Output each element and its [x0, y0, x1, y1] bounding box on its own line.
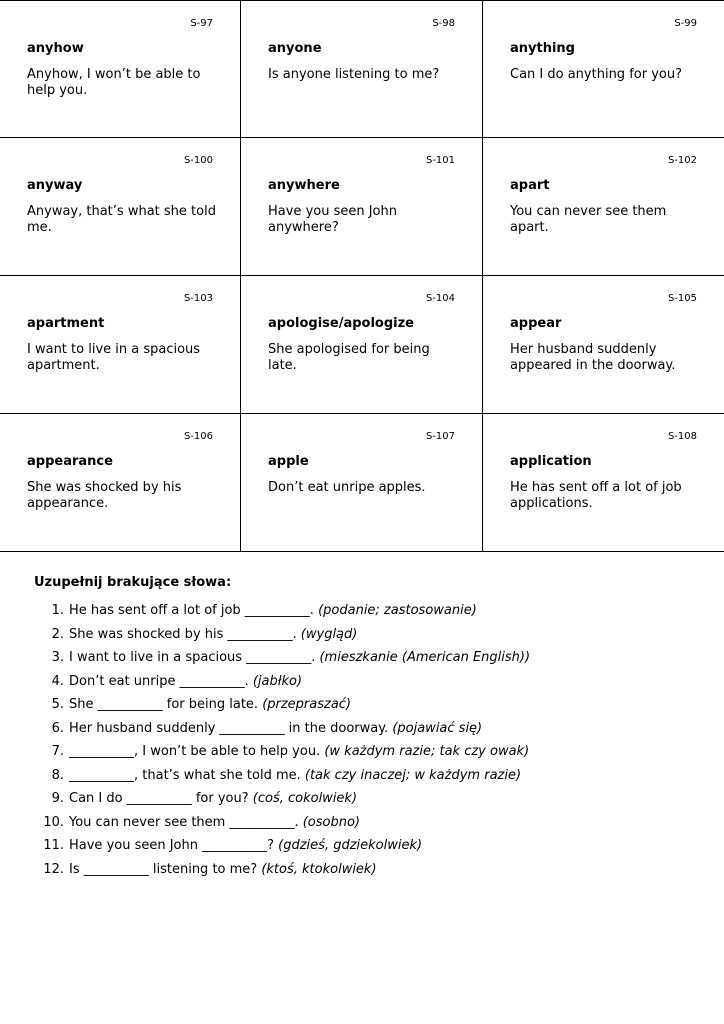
card-word: appearance [27, 454, 113, 469]
card-example: Anyway, that’s what she told me. [27, 204, 216, 235]
item-hint: (ktoś, ktokolwiek) [261, 861, 377, 877]
card-code: S-108 [667, 431, 697, 442]
vocab-card [483, 138, 724, 276]
item-sentence: Have you seen John __________? [69, 838, 279, 853]
card-code: S-107 [425, 431, 455, 442]
exercise-item [34, 815, 704, 839]
item-sentence: Don’t eat unripe __________. [69, 673, 253, 689]
card-example: I want to live in a spacious apartment. [27, 342, 201, 373]
vocab-card [0, 276, 241, 414]
item-sentence: Her husband suddenly __________ in the doorway. [69, 720, 393, 736]
exercise-item [34, 627, 704, 651]
item-sentence: __________, I won’t be able to help you. [69, 744, 325, 759]
item-number: 3. [51, 650, 64, 665]
card-code: S-98 [432, 18, 455, 29]
vocab-card [483, 276, 724, 414]
item-number: 6. [51, 720, 64, 736]
item-number: 8. [51, 767, 64, 783]
card-example: Is anyone listening to me? [268, 67, 440, 82]
card-code: S-101 [425, 155, 455, 166]
vocab-card [0, 138, 241, 276]
exercise-item [34, 674, 704, 698]
card-example: He has sent off a lot of job applications. [510, 480, 682, 511]
exercise-title: Uzupełnij brakujące słowa: [34, 575, 232, 590]
card-example: Don’t eat unripe apples. [268, 480, 426, 495]
item-number: 4. [51, 673, 64, 689]
item-number: 9. [51, 791, 64, 806]
vocab-card [0, 0, 241, 138]
card-example: Have you seen John anywhere? [268, 204, 397, 235]
item-hint: (jabłko) [252, 673, 303, 689]
fill-in-exercise [34, 575, 704, 885]
exercise-item [34, 838, 704, 862]
vocab-card [483, 414, 724, 552]
vocab-card [241, 0, 483, 138]
item-number: 12. [43, 861, 64, 877]
card-word: appear [510, 316, 562, 331]
item-number: 11. [43, 838, 64, 853]
item-sentence: She was shocked by his __________. [69, 626, 301, 642]
card-word: apart [510, 178, 550, 193]
card-code: S-102 [667, 155, 697, 166]
card-code: S-105 [667, 293, 697, 304]
card-example: Her husband suddenly appeared in the doorway. [510, 342, 676, 373]
item-sentence: You can never see them __________. [69, 814, 303, 830]
card-word: anything [510, 41, 575, 56]
vocab-card [483, 0, 724, 138]
card-word: anywhere [268, 178, 340, 193]
exercise-item [34, 862, 704, 886]
card-word: anyhow [27, 41, 84, 56]
card-word: anyone [268, 41, 322, 56]
card-code: S-99 [674, 18, 697, 29]
item-number: 10. [43, 814, 64, 830]
item-hint: (gdzieś, gdziekolwiek) [278, 838, 423, 853]
item-number: 7. [51, 744, 64, 759]
vocab-card [241, 138, 483, 276]
item-hint: (w każdym razie; tak czy owak) [324, 744, 530, 759]
item-hint: (przepraszać) [262, 697, 352, 712]
card-word: anyway [27, 178, 83, 193]
card-code: S-97 [190, 18, 213, 29]
exercise-item [34, 721, 704, 745]
item-sentence: She __________ for being late. [69, 697, 263, 712]
item-hint: (podanie; zastosowanie) [318, 603, 477, 618]
item-hint: (mieszkanie (American English)) [319, 650, 531, 665]
card-word: application [510, 454, 592, 469]
item-sentence: Is __________ listening to me? [69, 861, 262, 877]
vocab-card [0, 414, 241, 552]
exercise-item [34, 768, 704, 792]
item-number: 5. [51, 697, 64, 712]
vocab-card [241, 276, 483, 414]
card-example: Anyhow, I won’t be able to help you. [27, 67, 201, 98]
card-example: You can never see them apart. [510, 204, 667, 235]
card-example: She was shocked by his appearance. [27, 480, 182, 511]
card-word: apple [268, 454, 309, 469]
item-hint: (coś, cokolwiek) [252, 791, 358, 806]
exercise-item [34, 697, 704, 721]
item-hint: (tak czy inaczej; w każdym razie) [304, 767, 522, 783]
item-sentence: __________, that’s what she told me. [69, 767, 305, 783]
card-example: She apologised for being late. [268, 342, 430, 373]
card-code: S-106 [183, 431, 213, 442]
exercise-item [34, 650, 704, 674]
card-code: S-104 [425, 293, 455, 304]
item-sentence: Can I do __________ for you? [69, 791, 253, 806]
card-code: S-103 [183, 293, 213, 304]
vocab-card [241, 414, 483, 552]
item-hint: (wygląd) [300, 626, 358, 642]
card-example: Can I do anything for you? [510, 67, 682, 82]
item-number: 1. [51, 603, 64, 618]
exercise-list [34, 603, 704, 885]
card-word: apologise/apologize [268, 316, 415, 331]
exercise-item [34, 791, 704, 815]
exercise-item [34, 744, 704, 768]
item-hint: (pojawiać się) [392, 720, 483, 736]
item-sentence: He has sent off a lot of job __________. [69, 603, 319, 618]
card-word: apartment [27, 316, 105, 331]
item-number: 2. [51, 626, 64, 642]
item-hint: (osobno) [302, 814, 361, 830]
exercise-item [34, 603, 704, 627]
card-code: S-100 [183, 155, 213, 166]
item-sentence: I want to live in a spacious __________. [69, 650, 320, 665]
